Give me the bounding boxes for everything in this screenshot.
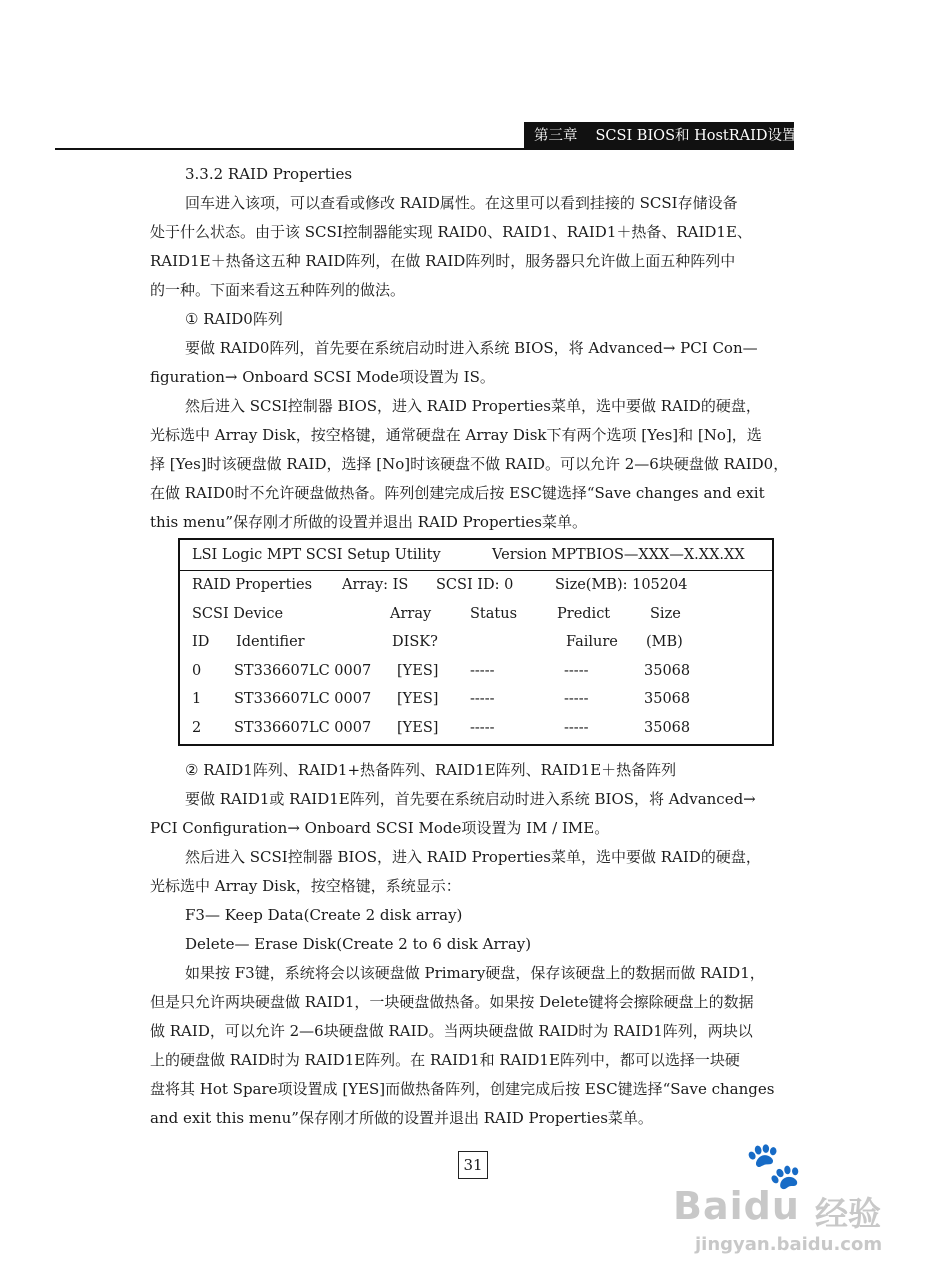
array-label: Array: IS	[342, 577, 409, 593]
scsi-id-label: SCSI ID: 0	[436, 577, 514, 593]
text-line: figuration→ Onboard SCSI Mode项设置为 IS。	[150, 368, 495, 386]
text-line: 择 [Yes]时该硬盘做 RAID，选择 [No]时该硬盘不做 RAID。可以允许 2—6块硬盘做 RAID0，	[150, 455, 789, 473]
row-size: 35068	[644, 691, 691, 707]
text-line: 处于什么状态。由于该 SCSI控制器能实现 RAID0、RAID1、RAID1＋热备、RAID1E、	[150, 223, 752, 241]
text-line: F3— Keep Data(Create 2 disk array)	[185, 906, 463, 924]
utility-title: LSI Logic MPT SCSI Setup Utility	[192, 547, 441, 563]
watermark-url: jingyan.baidu.com	[695, 1234, 883, 1255]
col-array: Array	[390, 605, 432, 622]
row-size: 35068	[644, 719, 691, 736]
utility-version: Version MPTBIOS—XXX—X.XX.XX	[492, 547, 745, 563]
col-identifier: Identifier	[236, 634, 305, 650]
row-failure: -----	[564, 662, 589, 679]
text-line: 光标选中 Array Disk，按空格键，通常硬盘在 Array Disk下有两个选项 [Yes]和 [No]，选	[150, 426, 762, 444]
row-identifier: ST336607LC 0007	[234, 719, 372, 736]
raid-summary-row	[180, 571, 772, 600]
row-status: -----	[470, 662, 495, 679]
chapter-title: SCSI BIOS和 HostRAID设置	[595, 128, 797, 144]
text-line: 如果按 F3键，系统将会以该硬盘做 Primary硬盘，保存该硬盘上的数据而做 RAID1，	[185, 964, 765, 982]
text-line: 在做 RAID0时不允许硬盘做热备。阵列创建完成后按 ESC键选择“Save changes and exit	[150, 484, 765, 502]
row-identifier: ST336607LC 0007	[234, 662, 372, 679]
col-failure: Failure	[566, 634, 618, 650]
col-status: Status	[470, 605, 518, 622]
col-disk: DISK?	[392, 634, 438, 650]
row-identifier: ST336607LC 0007	[234, 691, 372, 707]
col-scsi-device: SCSI Device	[192, 605, 284, 622]
body-text-top	[150, 160, 800, 537]
chapter-header	[524, 122, 797, 150]
text-line: 上的硬盘做 RAID时为 RAID1E阵列。在 RAID1和 RAID1E阵列中，都可以选择一块硬	[150, 1051, 740, 1069]
text-line: 盘将其 Hot Spare项设置成 [YES]而做热备阵列，创建完成后按 ESC键选择“Save changes	[150, 1080, 775, 1098]
text-line: 光标选中 Array Disk，按空格键，系统显示：	[150, 877, 461, 895]
page-number: 31	[458, 1151, 488, 1179]
text-line: 3.3.2 RAID Properties	[185, 165, 353, 183]
text-line: 做 RAID，可以允许 2—6块硬盘做 RAID。当两块硬盘做 RAID时为 RAID1阵列，两块以	[150, 1022, 753, 1040]
col-size-unit: (MB)	[646, 634, 683, 650]
text-line: ② RAID1阵列、RAID1+热备阵列、RAID1E阵列、RAID1E＋热备阵列	[185, 761, 677, 779]
row-array-disk[interactable]: [YES]	[397, 662, 439, 679]
col-size: Size	[650, 605, 681, 622]
row-id: 0	[192, 662, 202, 679]
text-line: this menu”保存刚才所做的设置并退出 RAID Properties菜单。	[150, 513, 588, 531]
text-line: 回车进入该项，可以查看或修改 RAID属性。在这里可以看到挂接的 SCSI存储设备	[185, 194, 738, 212]
text-line: 的一种。下面来看这五种阵列的做法。	[150, 281, 406, 299]
table-row[interactable]	[180, 685, 772, 714]
body-text-bottom	[150, 756, 800, 1133]
paw-logo-icon: 🐾	[745, 1138, 803, 1192]
size-label: Size(MB): 105204	[555, 577, 688, 593]
row-failure: -----	[564, 719, 589, 736]
raid-properties-screen	[178, 538, 774, 746]
text-line: ① RAID0阵列	[185, 310, 283, 328]
table-row[interactable]	[180, 714, 772, 743]
baidu-jingyan-watermark	[665, 1138, 905, 1258]
row-array-disk[interactable]: [YES]	[397, 691, 439, 707]
text-line: PCI Configuration→ Onboard SCSI Mode项设置为 IM / IME。	[150, 819, 610, 837]
watermark-brand: Baidu	[673, 1184, 800, 1228]
table-row[interactable]	[180, 657, 772, 686]
row-id: 1	[192, 691, 202, 707]
column-header-bottom	[180, 628, 772, 657]
raid-properties-label: RAID Properties	[192, 577, 313, 593]
col-predict: Predict	[557, 605, 611, 622]
chapter-number: 第三章	[534, 128, 578, 144]
row-failure: -----	[564, 691, 589, 707]
row-status: -----	[470, 691, 495, 707]
row-id: 2	[192, 719, 202, 736]
text-line: 要做 RAID0阵列，首先要在系统启动时进入系统 BIOS，将 Advanced→ PCI Con—	[185, 339, 758, 357]
text-line: 然后进入 SCSI控制器 BIOS，进入 RAID Properties菜单，选中要做 RAID的硬盘，	[185, 397, 761, 415]
utility-title-bar	[180, 540, 772, 571]
text-line: 但是只允许两块硬盘做 RAID1，一块硬盘做热备。如果按 Delete键将会擦除硬盘上的数据	[150, 993, 754, 1011]
text-line: and exit this menu”保存刚才所做的设置并退出 RAID Properties菜单。	[150, 1109, 653, 1127]
row-status: -----	[470, 719, 495, 736]
row-array-disk[interactable]: [YES]	[397, 719, 439, 736]
col-id: ID	[192, 634, 210, 650]
row-size: 35068	[644, 662, 691, 679]
text-line: 然后进入 SCSI控制器 BIOS，进入 RAID Properties菜单，选中要做 RAID的硬盘，	[185, 848, 761, 866]
text-line: Delete— Erase Disk(Create 2 to 6 disk Array)	[185, 935, 532, 953]
text-line: 要做 RAID1或 RAID1E阵列，首先要在系统启动时进入系统 BIOS，将 Advanced→	[185, 790, 756, 808]
watermark-brand-cn: 经验	[815, 1194, 881, 1233]
text-line: RAID1E＋热备这五种 RAID阵列，在做 RAID阵列时，服务器只允许做上面五种阵列中	[150, 252, 736, 270]
column-header-top	[180, 600, 772, 629]
